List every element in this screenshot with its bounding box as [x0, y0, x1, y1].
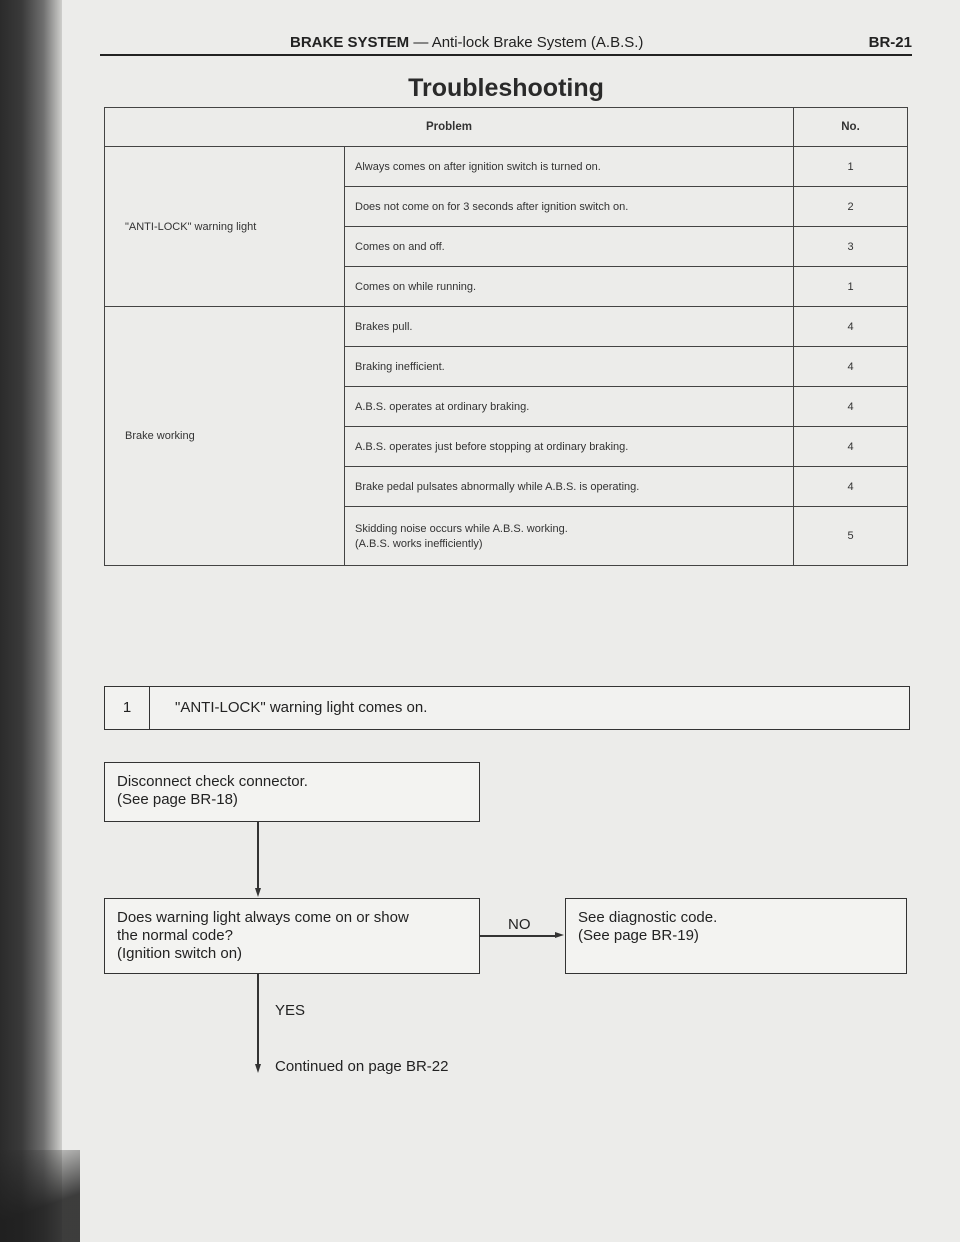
problem-number: 3 [794, 227, 908, 267]
step1-line2: (See page BR-18) [117, 791, 238, 808]
arrow-down-icon [255, 1064, 261, 1073]
arrow-right-icon [555, 932, 564, 938]
problem-number: 4 [794, 307, 908, 347]
problem-number: 4 [794, 427, 908, 467]
problem-text: Comes on and off. [345, 227, 794, 267]
flow-step-disconnect [104, 762, 480, 822]
problem-number: 4 [794, 467, 908, 507]
book-binding-shadow [0, 0, 62, 1242]
table-row [105, 307, 908, 347]
no-target-line2: (See page BR-19) [578, 927, 699, 944]
page-header [100, 32, 912, 56]
connector-line-no [480, 935, 557, 937]
problem-text: Comes on while running. [345, 267, 794, 307]
problem-text: Always comes on after ignition switch is turned on. [345, 147, 794, 187]
connector-line-1 [257, 822, 259, 890]
problem-number: 2 [794, 187, 908, 227]
flow-step-question [104, 898, 480, 974]
problem-text: Brakes pull. [345, 307, 794, 347]
troubleshooting-table [104, 107, 908, 566]
problem-number: 5 [794, 507, 908, 566]
no-target-line1: See diagnostic code. [578, 909, 718, 926]
group-label-brake-working: Brake working [105, 307, 345, 566]
group-label-warning-light: "ANTI-LOCK" warning light [105, 147, 345, 307]
problem-number: 1 [794, 147, 908, 187]
header-page-number: BR-21 [868, 34, 912, 51]
problem-text: A.B.S. operates just before stopping at ordinary braking. [345, 427, 794, 467]
connector-line-yes [257, 974, 259, 1066]
problem-number: 4 [794, 347, 908, 387]
table-header-row [105, 108, 908, 147]
step1-line1: Disconnect check connector. [117, 773, 308, 790]
problem-text: Braking inefficient. [345, 347, 794, 387]
problem-number: 4 [794, 387, 908, 427]
step2-line2: the normal code? [117, 927, 233, 944]
problem-text-line2: (A.B.S. works inefficiently) [355, 537, 483, 550]
problem-number: 1 [794, 267, 908, 307]
yes-branch-label: YES [275, 1002, 306, 1019]
header-section [290, 34, 643, 51]
problem-text-multiline [345, 507, 794, 566]
table-row [105, 147, 908, 187]
problem-text: A.B.S. operates at ordinary braking. [345, 387, 794, 427]
problem-text: Brake pedal pulsates abnormally while A.B.S. is operating. [345, 467, 794, 507]
number-header: No. [794, 108, 908, 147]
section-number: 1 [105, 687, 150, 729]
continued-note: Continued on page BR-22 [275, 1058, 449, 1075]
section-title: "ANTI-LOCK" warning light comes on. [175, 699, 428, 716]
section-heading-box [104, 686, 910, 730]
problem-header: Problem [105, 108, 794, 147]
problem-text: Does not come on for 3 seconds after ignition switch on. [345, 187, 794, 227]
no-branch-label: NO [508, 916, 531, 933]
header-section-name: BRAKE SYSTEM [290, 34, 410, 51]
arrow-down-icon [255, 888, 261, 897]
step2-line1: Does warning light always come on or show [117, 909, 409, 926]
flow-step-diagnostic-code [565, 898, 907, 974]
manual-page [62, 0, 960, 1242]
problem-text-line1: Skidding noise occurs while A.B.S. working. [355, 522, 568, 535]
header-subtitle: — Anti-lock Brake System (A.B.S.) [413, 34, 644, 51]
step2-line3: (Ignition switch on) [117, 945, 243, 962]
page-title: Troubleshooting [408, 74, 604, 102]
